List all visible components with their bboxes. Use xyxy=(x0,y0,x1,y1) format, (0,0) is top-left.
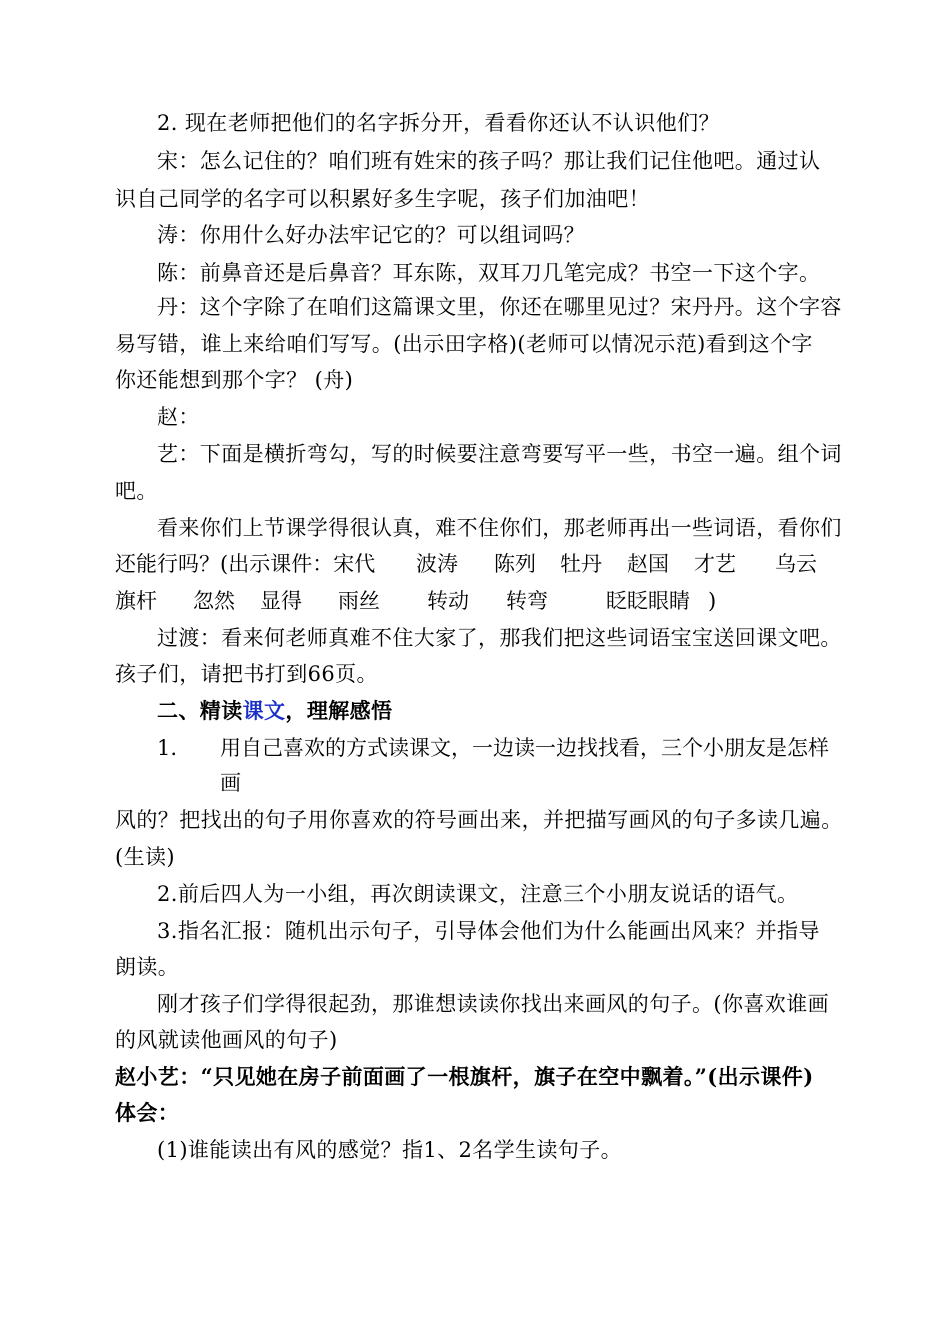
vocab-word: 波涛 xyxy=(416,552,458,576)
paragraph-line: 宋：怎么记住的？咱们班有姓宋的孩子吗？那让我们记住他吧。通过认 xyxy=(157,149,821,173)
vocab-word: 赵国 xyxy=(627,552,669,576)
paragraph-line: (1)谁能读出有风的感觉？指1、2名学生读句子。 xyxy=(157,1138,623,1162)
vocab-word: 陈列 xyxy=(494,552,536,576)
paragraph-line: 用自己喜欢的方式读课文，一边读一边找找看，三个小朋友是怎样 xyxy=(220,736,829,760)
paragraph-line: 艺：下面是横折弯勾，写的时候要注意弯要写平一些，书空一遍。组个词 xyxy=(157,442,842,466)
vocab-word: 旗杆 xyxy=(115,589,157,613)
section-heading-text: ，理解感悟 xyxy=(285,698,393,723)
paragraph-line: 风的？把找出的句子用你喜欢的符号画出来，并把描写画风的句子多读几遍。 xyxy=(115,808,843,832)
vocab-word: 转动 xyxy=(427,589,469,613)
paragraph-line: 陈：前鼻音还是后鼻音？耳东陈，双耳刀几笔完成？书空一下这个字。 xyxy=(157,261,821,285)
paragraph-line: 丹：这个字除了在咱们这篇课文里，你还在哪里见过？宋丹丹。这个字容 xyxy=(157,295,842,319)
paragraph-line: 2. 现在老师把他们的名字拆分开，看看你还认不认识他们？ xyxy=(157,111,720,135)
paragraph-line: 孩子们，请把书打到66页。 xyxy=(115,662,378,686)
vocab-word: 眨眨眼睛 xyxy=(606,589,690,613)
paragraph-line: 的风就读他画风的句子) xyxy=(115,1028,338,1052)
paragraph-line: 朗读。 xyxy=(115,955,180,979)
list-number: 1. xyxy=(157,736,178,760)
paragraph-line: 还能行吗？(出示课件：宋代 xyxy=(115,552,376,576)
paragraph-line: 看来你们上节课学得很认真，难不住你们，那老师再出一些词语，看你们 xyxy=(157,516,842,540)
closing-paren: ) xyxy=(708,589,717,613)
section-heading-link[interactable]: 课文 xyxy=(242,698,286,723)
section-heading-text: 二、精读 xyxy=(157,698,243,723)
section-heading xyxy=(157,694,392,728)
paragraph-line: (生读) xyxy=(115,845,175,869)
vocab-word: 才艺 xyxy=(694,552,736,576)
paragraph-line: 体会： xyxy=(115,1100,180,1125)
vocab-word: 转弯 xyxy=(506,589,548,613)
paragraph-line: 易写错，谁上来给咱们写写。(出示田字格)(老师可以情况示范)看到这个字 xyxy=(115,332,813,356)
vocab-word: 忽然 xyxy=(193,589,235,613)
vocab-word: 显得 xyxy=(260,589,302,613)
vocab-word: 雨丝 xyxy=(338,589,380,613)
paragraph-line: 赵： xyxy=(157,405,200,429)
paragraph-line: 刚才孩子们学得很起劲，那谁想读读你找出来画风的句子。(你喜欢谁画 xyxy=(157,992,829,1016)
vocab-word: 乌云 xyxy=(775,552,817,576)
paragraph-line: 2.前后四人为一小组，再次朗读课文，注意三个小朋友说话的语气。 xyxy=(157,882,799,906)
paragraph-line: 识自己同学的名字可以积累好多生字呢，孩子们加油吧！ xyxy=(115,187,650,211)
paragraph-line: 画 xyxy=(220,771,241,795)
paragraph-line: 你还能想到那个字？ (舟) xyxy=(115,368,354,392)
paragraph-line: 过渡：看来何老师真难不住大家了，那我们把这些词语宝宝送回课文吧。 xyxy=(157,626,842,650)
paragraph-line: 吧。 xyxy=(115,479,158,503)
paragraph-line: 涛：你用什么好办法牢记它的？可以组词吗？ xyxy=(157,223,585,247)
quoted-sentence: 赵小艺：“只见她在房子前面画了一根旗杆，旗子在空中飘着。”(出示课件) xyxy=(115,1064,814,1089)
paragraph-line: 3.指名汇报：随机出示句子，引导体会他们为什么能画出风来？并指导 xyxy=(157,919,820,943)
vocab-word: 牡丹 xyxy=(560,552,602,576)
